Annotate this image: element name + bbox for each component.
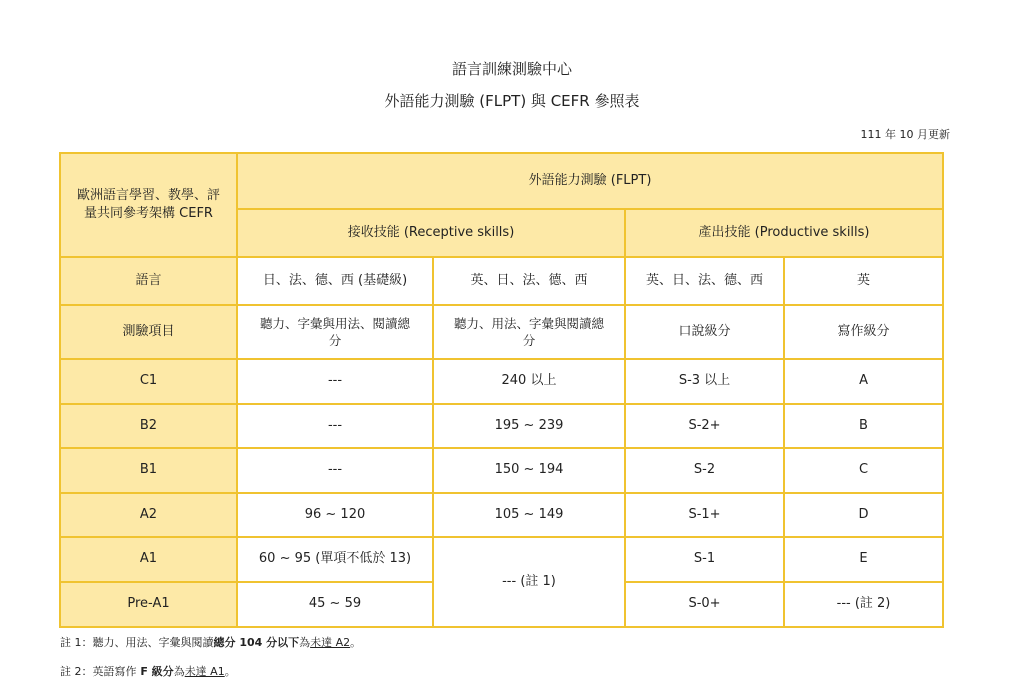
table-row (60, 448, 943, 493)
cefr-header: 歐洲語言學習、教學、評量共同參考架構 CEFR (60, 153, 237, 257)
table-row (60, 537, 943, 582)
table-row (60, 493, 943, 537)
score-cell: D (784, 493, 943, 537)
test-items-label: 測驗項目 (60, 305, 237, 359)
language-cell: 英 (784, 257, 943, 305)
flpt-cefr-table (59, 152, 944, 628)
note-2-mid: 為 (173, 665, 185, 678)
score-cell: S-2+ (625, 404, 784, 448)
language-cell: 日、法、德、西 (基礎級) (237, 257, 433, 305)
note-2 (60, 663, 236, 679)
score-cell: --- (237, 404, 433, 448)
org-title: 語言訓練測驗中心 (451, 60, 572, 78)
page-title: 外語能力測驗 (FLPT) 與 CEFR 參照表 (384, 92, 640, 110)
flpt-header: 外語能力測驗 (FLPT) (237, 153, 943, 209)
level-cell: Pre-A1 (60, 582, 237, 627)
merged-score-cell: --- (註 1) (433, 537, 625, 627)
score-cell: S-1+ (625, 493, 784, 537)
language-cell: 英、日、法、德、西 (433, 257, 625, 305)
score-cell: S-2 (625, 448, 784, 493)
score-cell: S-0+ (625, 582, 784, 627)
score-cell: A (784, 359, 943, 404)
score-cell: 45 ~ 59 (237, 582, 433, 627)
test-item-cell: 寫作級分 (784, 305, 943, 359)
score-cell: --- (237, 359, 433, 404)
note-1-prefix: 註 1：聽力、用法、字彙與閱讀 (60, 636, 214, 649)
score-cell: 96 ~ 120 (237, 493, 433, 537)
score-cell: 240 以上 (433, 359, 625, 404)
level-cell: A2 (60, 493, 237, 537)
score-cell: 105 ~ 149 (433, 493, 625, 537)
updated-date: 111 年 10 月更新 (860, 128, 950, 141)
score-cell: 60 ~ 95 (單項不低於 13) (237, 537, 433, 582)
note-1-bold: 總分 104 分以下 (213, 636, 300, 649)
score-cell: 150 ~ 194 (433, 448, 625, 493)
level-cell: C1 (60, 359, 237, 404)
score-cell: B (784, 404, 943, 448)
score-cell: C (784, 448, 943, 493)
level-cell: B1 (60, 448, 237, 493)
test-item-cell: 聽力、用法、字彙與閱讀總分 (433, 305, 625, 359)
note-2-end: 。 (224, 665, 236, 678)
productive-header: 產出技能 (Productive skills) (625, 209, 943, 257)
note-2-bold: F 級分 (136, 665, 174, 678)
note-1-mid: 為 (299, 636, 311, 649)
note-1-end: 。 (350, 636, 362, 649)
note-2-prefix: 註 2：英語寫作 (60, 665, 137, 678)
language-cell: 英、日、法、德、西 (625, 257, 784, 305)
score-cell: S-3 以上 (625, 359, 784, 404)
score-cell: --- (237, 448, 433, 493)
test-item-cell: 口說級分 (625, 305, 784, 359)
table-row (60, 359, 943, 404)
score-cell: 195 ~ 239 (433, 404, 625, 448)
level-cell: A1 (60, 537, 237, 582)
language-label: 語言 (60, 257, 237, 305)
test-item-cell: 聽力、字彙與用法、閱讀總分 (237, 305, 433, 359)
table-row (60, 404, 943, 448)
score-cell: E (784, 537, 943, 582)
receptive-header: 接收技能 (Receptive skills) (237, 209, 625, 257)
note-1 (60, 634, 361, 650)
score-cell: S-1 (625, 537, 784, 582)
note-1-underline: 未達 A2 (310, 636, 351, 649)
level-cell: B2 (60, 404, 237, 448)
score-cell: --- (註 2) (784, 582, 943, 627)
note-2-underline: 未達 A1 (184, 665, 225, 678)
